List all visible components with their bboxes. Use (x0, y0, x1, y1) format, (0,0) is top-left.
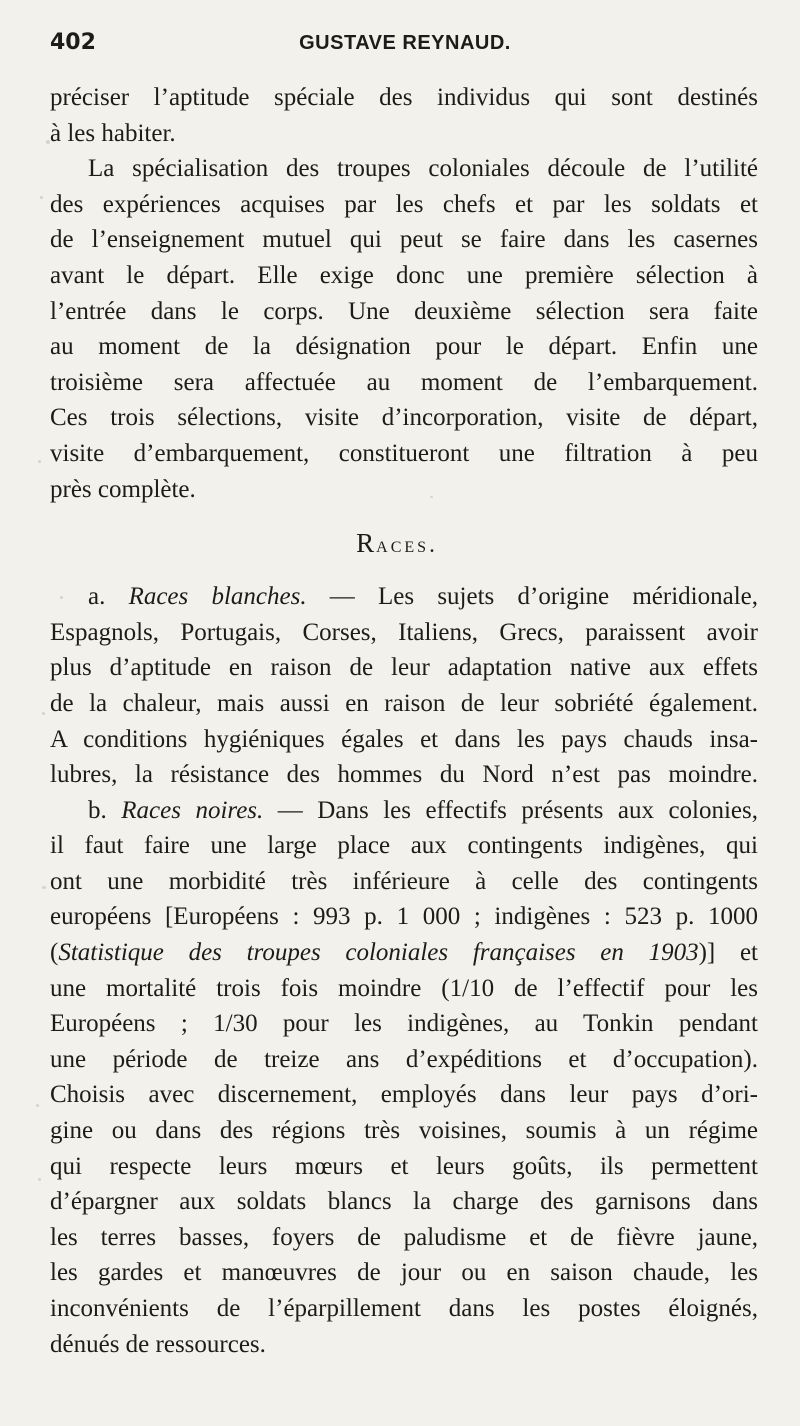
text-line: au moment de la désignation pour le départ. Enfin une (50, 333, 758, 361)
text-line: préciser l’aptitude spéciale des individus qui sont destinés (50, 84, 758, 111)
text-line: européens [Européens : 993 p. 1 000 ; indigènes : 523 p. 1000 (50, 903, 758, 931)
section-heading: Races. (356, 528, 438, 559)
running-title: GUSTAVE REYNAUD. (299, 32, 511, 54)
text-line: les gardes et manœuvres de jour ou en saison chaude, les (50, 1259, 758, 1287)
text-line: a. Races blanches. — Les sujets d’origine méridionale, (88, 583, 758, 611)
page-number: 402 (50, 30, 96, 55)
scan-speck (46, 140, 50, 144)
text-line: une période de treize ans d’expéditions et d’occupation). (50, 1045, 758, 1073)
text-line: Espagnols, Portugais, Corses, Italiens, Grecs, paraissent avoir (50, 618, 758, 646)
text-line: près complète. (50, 475, 196, 503)
text-line: La spécialisation des troupes coloniales découle de l’utilité (88, 155, 758, 183)
scan-speck (38, 460, 41, 463)
scan-speck (40, 196, 43, 199)
text-line: b. Races noires. — Dans les effectifs présents aux colonies, (88, 796, 759, 824)
text-line: de l’enseignement mutuel qui peut se faire dans les casernes (50, 226, 758, 254)
scan-speck (36, 1104, 39, 1107)
text-line: de la chaleur, mais aussi en raison de leur sobriété également. (50, 689, 758, 717)
text-line: ont une morbidité très inférieure à celle des contingents (50, 867, 758, 895)
text-line: troisième sera affectuée au moment de l’embarquement. (50, 368, 758, 396)
citation-title: Statistique des troupes coloniales françaises en 1903 (58, 939, 699, 967)
text-line: visite d’embarquement, constitueront une filtration à peu (50, 439, 758, 467)
running-head (50, 30, 760, 64)
body-text (50, 80, 758, 1362)
text-line: dénués de ressources. (50, 1330, 266, 1358)
scan-speck (42, 886, 46, 889)
text-line: Ces trois sélections, visite d’incorporation, visite de départ, (50, 404, 758, 432)
text-line: avant le départ. Elle exige donc une première sélection à (50, 261, 758, 289)
text-line: gine ou dans des régions très voisines, soumis à un régime (50, 1117, 758, 1145)
text-line: plus d’aptitude en raison de leur adaptation native aux effets (50, 654, 758, 682)
text-line: d’épargner aux soldats blancs la charge des garnisons dans (50, 1188, 758, 1216)
subsection-title: Races noires. (121, 796, 264, 824)
text-line: l’entrée dans le corps. Une deuxième sélection sera faite (50, 297, 758, 325)
text-line: A conditions hygiéniques égales et dans les pays chauds insa- (50, 725, 758, 753)
scan-speck (42, 712, 45, 715)
text-line: il faut faire une large place aux contingents indigènes, qui (50, 832, 758, 860)
text-line: inconvénients de l’éparpillement dans les postes éloignés, (50, 1295, 758, 1322)
text-line: (Statistique des troupes coloniales françaises en 1903)] et (50, 939, 759, 967)
text-line: Choisis avec discernement, employés dans leur pays d’ori- (50, 1081, 758, 1109)
text-line: qui respecte leurs mœurs et leurs goûts, ils permettent (50, 1152, 758, 1180)
text-line: lubres, la résistance des hommes du Nord n’est pas moindre. (50, 761, 758, 789)
text-line: les terres basses, foyers de paludisme et de fièvre jaune, (50, 1223, 758, 1251)
scan-speck (430, 496, 433, 498)
scan-speck (60, 596, 63, 599)
text-line: à les habiter. (50, 119, 176, 147)
text-line: une mortalité trois fois moindre (1/10 de l’effectif pour les (50, 974, 758, 1002)
text-line: Européens ; 1/30 pour les indigènes, au Tonkin pendant (50, 1010, 758, 1038)
subsection-title: Races blanches. (128, 583, 307, 611)
text-line: des expériences acquises par les chefs et par les soldats et (50, 190, 758, 218)
scan-speck (38, 1178, 41, 1181)
